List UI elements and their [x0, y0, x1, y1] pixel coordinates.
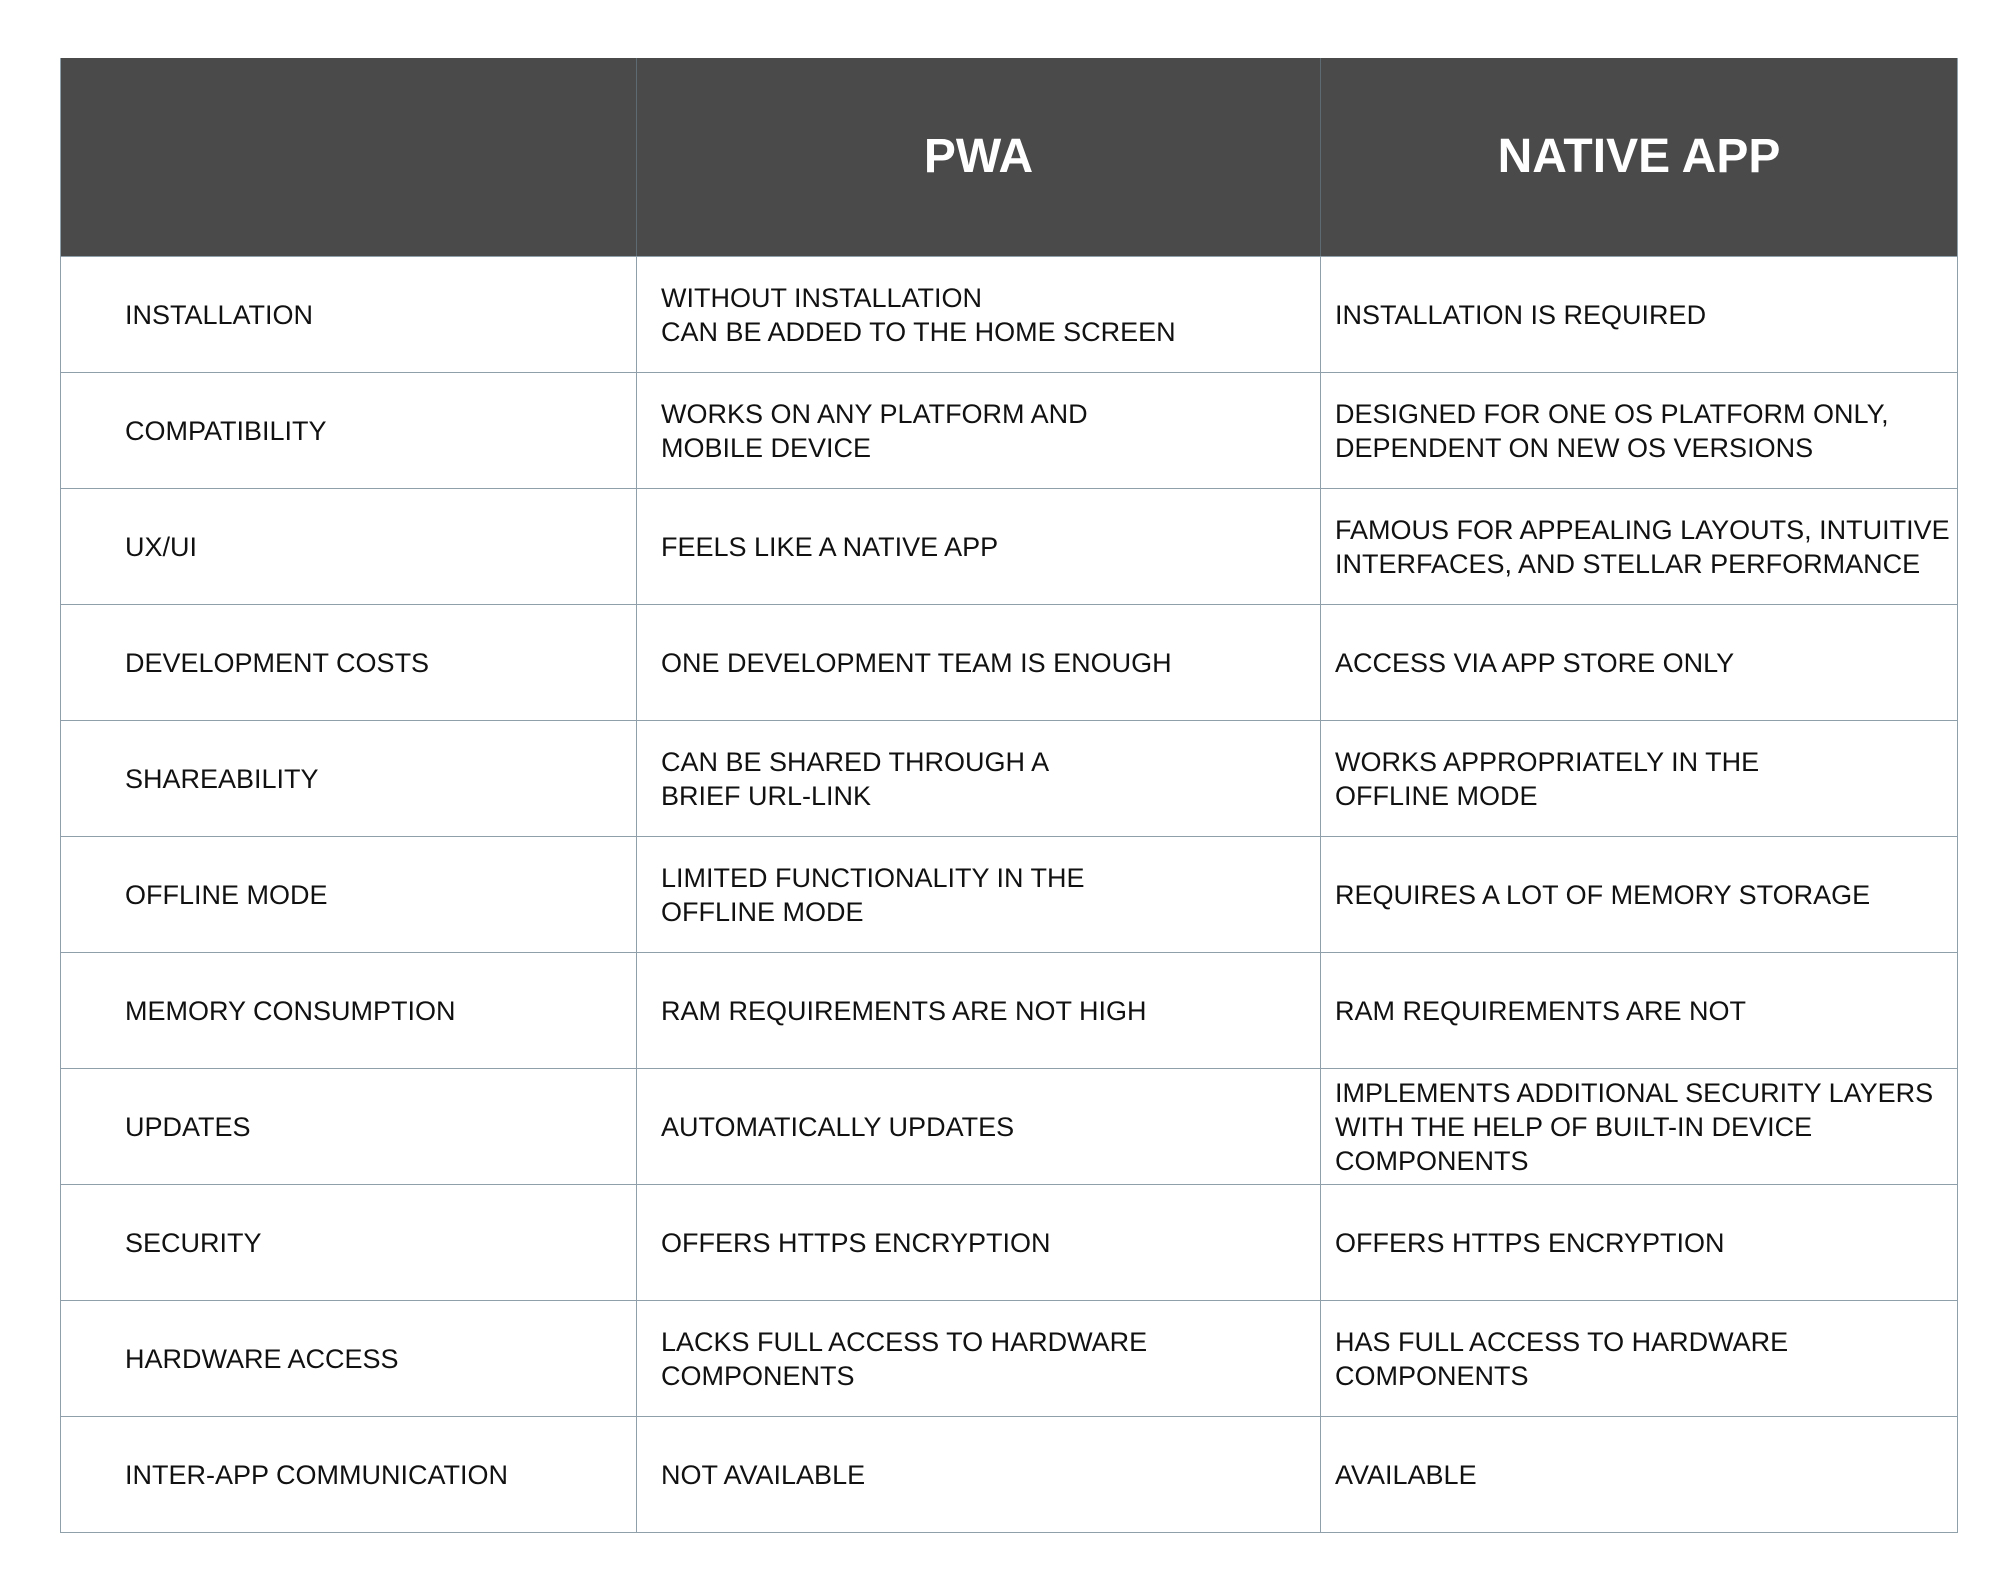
- feature-cell: HARDWARE ACCESS: [61, 1301, 637, 1416]
- table-row: [61, 488, 1957, 604]
- table-row: [61, 1416, 1957, 1532]
- table-row: [61, 604, 1957, 720]
- feature-cell: INSTALLATION: [61, 257, 637, 372]
- header-cell-pwa: PWA: [637, 58, 1321, 256]
- table-header-row: [61, 58, 1957, 256]
- pwa-cell: FEELS LIKE A NATIVE APP: [637, 489, 1321, 604]
- native-cell: AVAILABLE: [1335, 1459, 1477, 1490]
- pwa-cell: CAN BE SHARED THROUGH A BRIEF URL-LINK: [637, 721, 1321, 836]
- pwa-cell: ONE DEVELOPMENT TEAM IS ENOUGH: [637, 605, 1321, 720]
- native-cell: INSTALLATION IS REQUIRED: [1335, 299, 1707, 330]
- feature-cell: COMPATIBILITY: [61, 373, 637, 488]
- pwa-cell: RAM REQUIREMENTS ARE NOT HIGH: [637, 953, 1321, 1068]
- comparison-table: [60, 58, 1958, 1533]
- pwa-cell: LIMITED FUNCTIONALITY IN THE OFFLINE MODE: [637, 837, 1321, 952]
- table-row: [61, 1300, 1957, 1416]
- table-row: [61, 256, 1957, 372]
- native-cell: ACCESS VIA APP STORE ONLY: [1335, 647, 1735, 678]
- table-row: [61, 372, 1957, 488]
- table-row: [61, 1068, 1957, 1184]
- native-cell: HAS FULL ACCESS TO HARDWARE COMPONENTS: [1335, 1326, 1789, 1391]
- feature-cell: SHAREABILITY: [61, 721, 637, 836]
- feature-cell: SECURITY: [61, 1185, 637, 1300]
- native-cell: RAM REQUIREMENTS ARE NOT: [1335, 995, 1747, 1026]
- native-cell: WORKS APPROPRIATELY IN THE OFFLINE MODE: [1335, 746, 1760, 811]
- pwa-cell: OFFERS HTTPS ENCRYPTION: [637, 1185, 1321, 1300]
- feature-cell: UX/UI: [61, 489, 637, 604]
- table-row: [61, 836, 1957, 952]
- pwa-cell: AUTOMATICALLY UPDATES: [637, 1069, 1321, 1184]
- pwa-cell: NOT AVAILABLE: [637, 1417, 1321, 1532]
- pwa-cell: LACKS FULL ACCESS TO HARDWARE COMPONENTS: [637, 1301, 1321, 1416]
- native-cell: IMPLEMENTS ADDITIONAL SECURITY LAYERS WITH THE HELP OF BUILT-IN DEVICE COMPONENTS: [1335, 1077, 1934, 1176]
- native-cell: FAMOUS FOR APPEALING LAYOUTS, INTUITIVE INTERFACES, AND STELLAR PERFORMANCE: [1335, 514, 1950, 579]
- table-row: [61, 720, 1957, 836]
- table-row: [61, 1184, 1957, 1300]
- native-cell: REQUIRES A LOT OF MEMORY STORAGE: [1335, 879, 1871, 910]
- pwa-cell: WORKS ON ANY PLATFORM AND MOBILE DEVICE: [637, 373, 1321, 488]
- feature-cell: MEMORY CONSUMPTION: [61, 953, 637, 1068]
- table-row: [61, 952, 1957, 1068]
- header-cell-feature: [61, 58, 637, 256]
- feature-cell: INTER-APP COMMUNICATION: [61, 1417, 637, 1532]
- pwa-cell: WITHOUT INSTALLATION CAN BE ADDED TO THE HOME SCREEN: [637, 257, 1321, 372]
- header-cell-native-app: NATIVE APP: [1497, 130, 1781, 183]
- native-cell: DESIGNED FOR ONE OS PLATFORM ONLY, DEPENDENT ON NEW OS VERSIONS: [1335, 398, 1889, 463]
- native-cell: OFFERS HTTPS ENCRYPTION: [1335, 1227, 1725, 1258]
- feature-cell: DEVELOPMENT COSTS: [61, 605, 637, 720]
- feature-cell: UPDATES: [61, 1069, 637, 1184]
- feature-cell: OFFLINE MODE: [61, 837, 637, 952]
